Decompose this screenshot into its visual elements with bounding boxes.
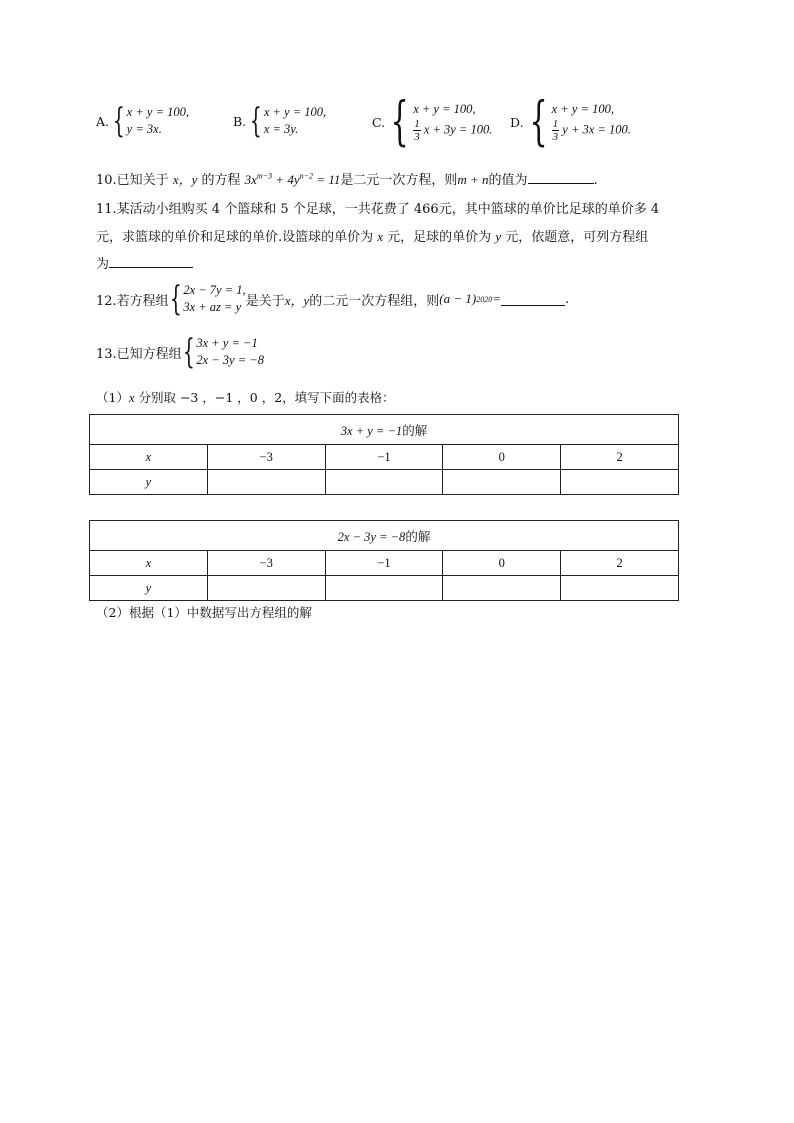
answer-cell[interactable] [443, 470, 561, 495]
answer-cell[interactable] [325, 576, 443, 601]
question-11-line1: 11.某活动小组购买 4 个篮球和 5 个足球，一共花费了 466元，其中篮球的单价比足球的单价多 4 [96, 202, 660, 217]
fraction: $\frac{1}{3}$ [414, 118, 420, 143]
option-a-label: A. [96, 113, 110, 129]
option-a [96, 101, 189, 141]
option-a-row1: x + y = 100, [126, 105, 189, 119]
table-title: 2x − 3y = −8的解 [90, 521, 679, 551]
brace-icon: { [250, 101, 262, 141]
option-d-label: D. [510, 114, 524, 130]
option-d-row1: x + y = 100, [551, 102, 614, 116]
brace-icon: { [390, 92, 409, 152]
table-row: y [90, 576, 679, 601]
table-row: x −3 −1 0 2 [90, 551, 679, 576]
question-11-line3: 为 [96, 253, 193, 272]
question-13-part1: （1）x 分别取 −3 ，−1 ，0 ，2，填写下面的表格： [96, 390, 395, 405]
option-c-row1: x + y = 100, [413, 102, 476, 116]
table-row: y [90, 470, 679, 495]
solution-table-1 [89, 414, 679, 495]
option-b-row2: x = 3y. [263, 122, 299, 136]
brace-icon: { [182, 332, 195, 372]
question-10: 10.已知关于 x，y 的方程 $3x^{m-3} + 4y^{n-2} = 11$是二元一次方程，则m + n的值为 . [96, 171, 598, 188]
option-b [233, 101, 327, 141]
solution-table-2 [89, 520, 679, 601]
brace-icon: { [529, 92, 548, 152]
answer-cell[interactable] [561, 470, 679, 495]
answer-cell[interactable] [207, 576, 325, 601]
brace-icon: { [169, 279, 182, 319]
question-13: 13.已知方程组 { 3x + y = −1 2x − 3y = −8 [96, 332, 264, 372]
table-title: 3x + y = −1的解 [90, 415, 679, 445]
option-d [510, 92, 631, 152]
answer-cell[interactable] [443, 576, 561, 601]
option-d-row2: $\frac{1}{3}$ y + 3x = 100. [552, 118, 631, 143]
option-b-label: B. [233, 113, 247, 129]
fraction: $\frac{1}{3}$ [552, 118, 559, 143]
answer-blank[interactable] [501, 292, 565, 306]
answer-blank[interactable] [528, 170, 594, 184]
table-row: x −3 −1 0 2 [90, 445, 679, 470]
option-c [372, 92, 493, 152]
question-13-part2: （2）根据（1）中数据写出方程组的解 [96, 605, 312, 620]
brace-icon: { [112, 101, 125, 141]
option-b-row1: x + y = 100, [263, 105, 327, 119]
option-a-row2: y = 3x. [126, 122, 162, 136]
option-c-label: C. [372, 114, 386, 130]
answer-cell[interactable] [207, 470, 325, 495]
answer-blank[interactable] [109, 254, 193, 268]
question-12: 12.若方程组 { 2x − 7y = 1, 3x + az = y 是关于 x，y 的二元一次方程组，则 (a − 1) 2020 = . [96, 279, 570, 319]
answer-cell[interactable] [561, 576, 679, 601]
option-c-row2: $\frac{1}{3}$ x + 3y = 100. [414, 118, 493, 143]
question-11-line2: 元，求篮球的单价和足球的单价.设篮球的单价为 x 元，足球的单价为 y 元，依题意，可列方程组 [96, 229, 649, 245]
answer-cell[interactable] [325, 470, 443, 495]
